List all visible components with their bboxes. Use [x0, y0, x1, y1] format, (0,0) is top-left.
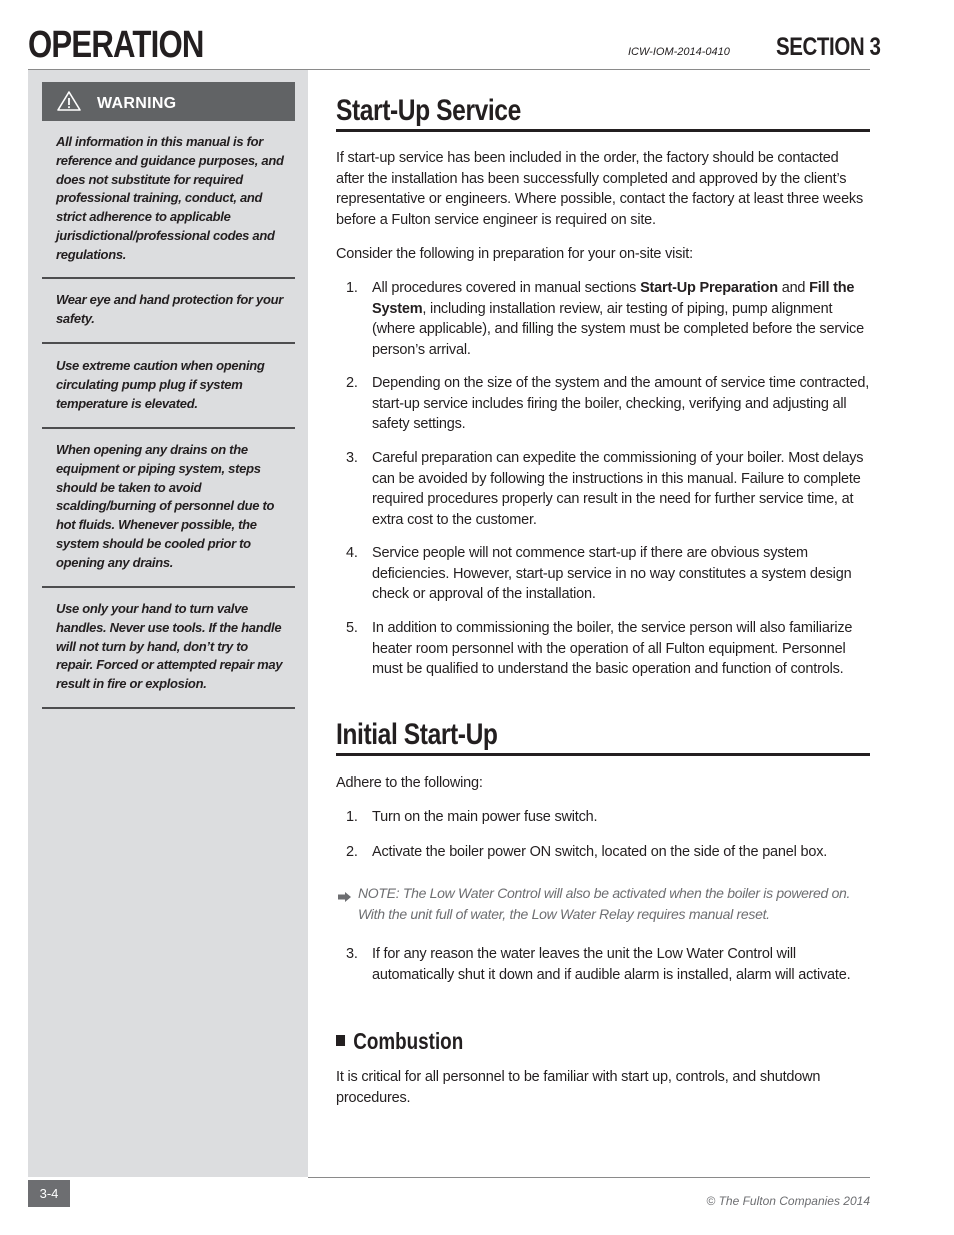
- heading-combustion-text: Combustion: [353, 1028, 464, 1054]
- heading-rule: [336, 753, 870, 756]
- arrow-right-icon: [338, 887, 351, 908]
- warning-text: Use only your hand to turn valve handles. Never use tools. If the handle will not turn by hand, don’t try to repair. Forced or attempted repair may result in fire or explosion.: [56, 601, 283, 692]
- list-text: Turn on the main power fuse switch.: [372, 809, 598, 825]
- warning-text: Wear eye and hand protection for your safety.: [56, 292, 284, 326]
- warning-text: All information in this manual is for reference and guidance purposes, and does not substitute for required professional training, conduct, and strict adherence to applicable jurisdictional/professional codes and regulations.: [56, 134, 284, 262]
- heading-startup-service: Start-Up Service: [336, 94, 521, 127]
- list-text: Depending on the size of the system and the amount of service time contracted, start-up service includes firing the boiler, checking, verifying and adjusting all safety settings.: [372, 375, 870, 432]
- section-label: SECTION 3: [776, 33, 881, 61]
- warning-item: [42, 344, 295, 429]
- list-number: 2.: [346, 844, 358, 860]
- list-text: Careful preparation can expedite the commissioning of your boiler. Most delays can be avoided by following the instructions in this manual. Failure to complete required procedures properly can result in the need for further service time, at extra cost to the customer.: [372, 450, 864, 528]
- bold-ref-startup-preparation: Start-Up Preparation: [640, 280, 778, 296]
- bold-ref-fill-the-system: Fill the System: [372, 280, 855, 317]
- warning-item: [42, 121, 295, 279]
- list-text: Activate the boiler power ON switch, located on the side of the panel box.: [372, 844, 828, 860]
- list-number: 1.: [346, 280, 358, 296]
- list-text: If for any reason the water leaves the unit the Low Water Control will automatically shut it down and if audible alarm is installed, alarm will activate.: [372, 946, 851, 983]
- heading-initial-startup: Initial Start-Up: [336, 718, 498, 751]
- document-id: ICW-IOM-2014-0410: [628, 46, 730, 58]
- startup-intro: If start-up service has been included in the order, the factory should be contacted after the installation has been successfully completed and approved by the client’s representative or engineers. Where possible, contact the factory at least three weeks before a Fulton service engineer is required on site.: [336, 150, 864, 228]
- page-title: OPERATION: [28, 24, 204, 66]
- warning-text: When opening any drains on the equipment or piping system, steps should be taken to avoid scalding/burning of personnel due to hot fluids. Whenever possible, the system should be cooled prior to opening any drains.: [56, 442, 275, 570]
- list-number: 2.: [346, 375, 358, 391]
- list-number: 3.: [346, 450, 358, 466]
- list-text: Service people will not commence start-up if there are obvious system deficiencies. However, start-up service in no way constitutes a system design check or approval of the installation.: [372, 545, 852, 602]
- list-item: [336, 278, 870, 360]
- warning-item: [42, 279, 295, 344]
- heading-rule: [336, 129, 870, 132]
- combustion-text: It is critical for all personnel to be familiar with start up, controls, and shutdown procedures.: [336, 1069, 821, 1106]
- list-number: 4.: [346, 545, 358, 561]
- warning-label: WARNING: [97, 95, 177, 112]
- warning-item: [42, 588, 295, 709]
- list-text: All procedures covered in manual sections Start-Up Preparation and Fill the System, including installation review, air testing of piping, pump alignment (where applicable), and filling the system must be completed before the service person’s arrival.: [372, 280, 864, 358]
- list-number: 3.: [346, 946, 358, 962]
- page-number: 3-4: [28, 1180, 70, 1207]
- warning-text: Use extreme caution when opening circulating pump plug if system temperature is elevated.: [56, 358, 265, 411]
- warning-triangle-icon: [56, 90, 82, 117]
- note-text: NOTE: The Low Water Control will also be activated when the boiler is powered on. With the unit full of water, the Low Water Relay requires manual reset.: [358, 885, 851, 922]
- list-text: In addition to commissioning the boiler, the service person will also familiarize heater room personnel with the operation of all Fulton equipment. Personnel must be qualified to understand the basic operation and function of controls.: [372, 620, 853, 677]
- list-number: 5.: [346, 620, 358, 636]
- list-number: 1.: [346, 809, 358, 825]
- warning-header: [42, 82, 295, 121]
- warning-item: [42, 429, 295, 588]
- heading-combustion: [336, 1028, 463, 1055]
- copyright: © The Fulton Companies 2014: [706, 1194, 870, 1208]
- footer-divider: [308, 1177, 870, 1178]
- startup-consider: Consider the following in preparation for your on-site visit:: [336, 246, 693, 262]
- initial-intro: Adhere to the following:: [336, 775, 483, 791]
- square-bullet-icon: [336, 1035, 345, 1046]
